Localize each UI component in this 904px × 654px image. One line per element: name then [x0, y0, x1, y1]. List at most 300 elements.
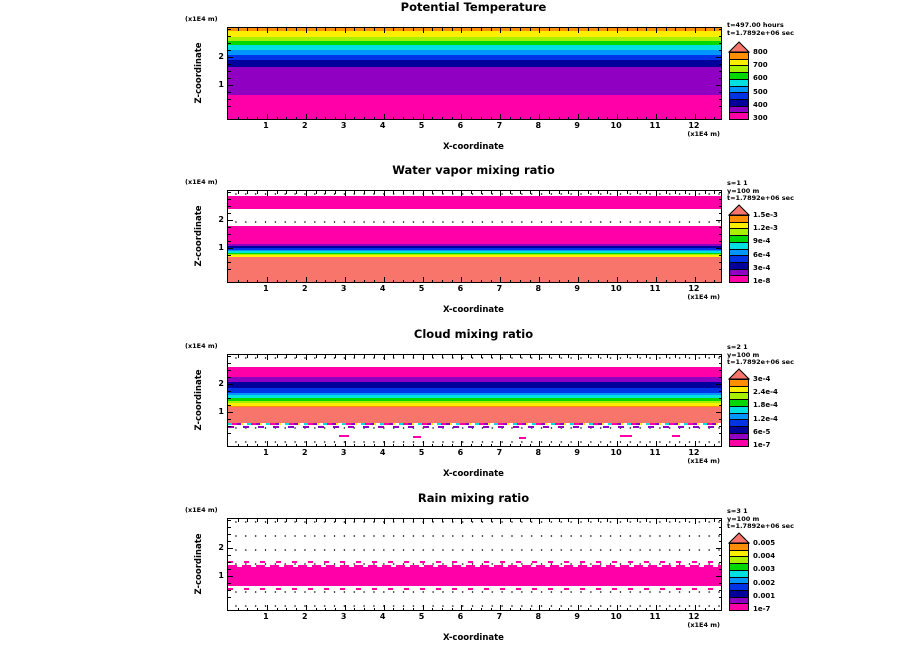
- x-major-tick: [384, 114, 385, 119]
- x-minor-tick: [646, 355, 647, 358]
- colorbar-cell-green: [730, 235, 748, 242]
- x-major-tick: [423, 441, 424, 446]
- x-minor-tick: [607, 444, 608, 447]
- x-major-tick: [539, 191, 540, 196]
- y-tick-label: 1: [218, 79, 224, 89]
- x-minor-tick: [442, 444, 443, 447]
- colorbar-cell-green: [730, 399, 748, 406]
- y-major-tick: [716, 220, 721, 221]
- x-minor-tick: [598, 519, 599, 522]
- x-major-tick: [267, 441, 268, 446]
- x-minor-tick: [588, 191, 589, 194]
- x-major-tick: [423, 605, 424, 610]
- x-tick-label: 3: [340, 284, 347, 293]
- x-minor-tick: [471, 444, 472, 447]
- x-minor-tick: [257, 608, 258, 611]
- colorbar-label: 2.4e-4: [753, 388, 778, 397]
- x-minor-tick: [335, 191, 336, 194]
- x-major-tick: [656, 605, 657, 610]
- dashed-contour-row: [228, 565, 721, 567]
- colorbar-label: 1.2e-4: [753, 414, 778, 423]
- y-minor-tick: [228, 192, 231, 193]
- y-major-tick: [228, 57, 233, 58]
- x-major-tick: [267, 191, 268, 196]
- x-minor-tick: [627, 355, 628, 358]
- x-minor-tick: [257, 191, 258, 194]
- colorbar-cell-cyan: [730, 570, 748, 577]
- legend-header-line: t=497.00 hours: [727, 21, 784, 29]
- x-minor-tick: [666, 28, 667, 31]
- x-tick-label: 8: [535, 284, 542, 293]
- x-minor-tick: [238, 608, 239, 611]
- x-major-tick: [306, 28, 307, 33]
- x-tick-label: 3: [340, 448, 347, 457]
- x-minor-tick: [296, 355, 297, 358]
- x-minor-tick: [607, 519, 608, 522]
- y-minor-tick: [228, 426, 231, 427]
- colorbar: [729, 379, 749, 447]
- x-minor-tick: [675, 519, 676, 522]
- x-minor-tick: [675, 191, 676, 194]
- x-major-tick: [461, 605, 462, 610]
- y-minor-tick: [719, 419, 722, 420]
- x-minor-tick: [607, 608, 608, 611]
- x-minor-tick: [549, 519, 550, 522]
- x-axis-title: X-coordinate: [443, 305, 504, 315]
- y-minor-tick: [719, 520, 722, 521]
- x-major-tick: [306, 277, 307, 282]
- y-minor-tick: [719, 555, 722, 556]
- x-minor-tick: [374, 191, 375, 194]
- x-major-tick: [695, 114, 696, 119]
- colorbar-cell-magenta: [730, 275, 748, 282]
- x-minor-tick: [627, 608, 628, 611]
- y-minor-tick: [719, 234, 722, 235]
- x-minor-tick: [646, 280, 647, 283]
- x-minor-tick: [316, 280, 317, 283]
- x-major-tick: [500, 114, 501, 119]
- x-minor-tick: [705, 355, 706, 358]
- y-minor-tick: [719, 527, 722, 528]
- x-tick-label: 11: [649, 612, 661, 621]
- x-major-tick: [656, 191, 657, 196]
- y-minor-tick: [719, 213, 722, 214]
- x-major-tick: [617, 28, 618, 33]
- colorbar-label: 0.001: [753, 591, 776, 600]
- x-major-tick: [695, 519, 696, 524]
- legend-header-line: s=3 1: [727, 507, 748, 515]
- x-minor-tick: [257, 355, 258, 358]
- contour-band-magenta: [228, 367, 721, 377]
- x-minor-tick: [685, 519, 686, 522]
- x-minor-tick: [374, 608, 375, 611]
- x-minor-tick: [675, 280, 676, 283]
- x-minor-tick: [316, 117, 317, 120]
- x-minor-tick: [598, 355, 599, 358]
- x-major-tick: [267, 355, 268, 360]
- x-minor-tick: [481, 280, 482, 283]
- x-minor-tick: [646, 519, 647, 522]
- x-minor-tick: [559, 444, 560, 447]
- x-minor-tick: [277, 519, 278, 522]
- x-tick-label: 9: [574, 612, 580, 621]
- x-minor-tick: [374, 519, 375, 522]
- colorbar-cell-yellow: [730, 222, 748, 229]
- x-minor-tick: [354, 355, 355, 358]
- x-minor-tick: [247, 191, 248, 194]
- colorbar-cell-chartreuse: [730, 556, 748, 563]
- x-minor-tick: [598, 28, 599, 31]
- x-minor-tick: [432, 28, 433, 31]
- x-minor-tick: [364, 519, 365, 522]
- y-tick-label: 1: [218, 242, 224, 252]
- x-minor-tick: [316, 519, 317, 522]
- x-minor-tick: [666, 355, 667, 358]
- x-minor-tick: [257, 117, 258, 120]
- x-major-tick: [423, 28, 424, 33]
- x-minor-tick: [685, 355, 686, 358]
- colorbar-label: 600: [753, 74, 768, 83]
- x-tick-label: 12: [688, 448, 700, 457]
- x-minor-tick: [675, 355, 676, 358]
- x-minor-tick: [247, 519, 248, 522]
- y-major-tick: [228, 548, 233, 549]
- x-major-tick: [384, 441, 385, 446]
- x-minor-tick: [364, 28, 365, 31]
- x-minor-tick: [530, 117, 531, 120]
- y-minor-tick: [228, 206, 231, 207]
- y-minor-tick: [228, 527, 231, 528]
- x-major-tick: [461, 114, 462, 119]
- x-major-tick: [578, 355, 579, 360]
- x-minor-tick: [296, 444, 297, 447]
- x-minor-tick: [325, 519, 326, 522]
- x-minor-tick: [568, 280, 569, 283]
- y-minor-tick: [719, 43, 722, 44]
- x-minor-tick: [316, 28, 317, 31]
- y-minor-tick: [719, 398, 722, 399]
- x-major-tick: [306, 191, 307, 196]
- x-minor-tick: [452, 191, 453, 194]
- y-minor-tick: [228, 363, 231, 364]
- x-tick-label: 8: [535, 448, 542, 457]
- x-minor-tick: [354, 280, 355, 283]
- x-minor-tick: [471, 117, 472, 120]
- x-minor-tick: [325, 355, 326, 358]
- y-major-tick: [716, 384, 721, 385]
- x-major-tick: [423, 114, 424, 119]
- y-minor-tick: [719, 541, 722, 542]
- x-minor-tick: [325, 608, 326, 611]
- y-minor-tick: [719, 29, 722, 30]
- x-minor-tick: [627, 117, 628, 120]
- x-major-tick: [267, 519, 268, 524]
- x-minor-tick: [393, 444, 394, 447]
- y-minor-tick: [228, 50, 231, 51]
- x-minor-tick: [568, 191, 569, 194]
- y-minor-tick: [228, 590, 231, 591]
- x-minor-tick: [598, 444, 599, 447]
- x-minor-tick: [607, 280, 608, 283]
- x-major-tick: [500, 28, 501, 33]
- y-minor-tick: [719, 241, 722, 242]
- x-major-tick: [539, 605, 540, 610]
- colorbar-label: 1.8e-4: [753, 401, 778, 410]
- y-minor-tick: [719, 262, 722, 263]
- x-tick-label: 3: [340, 612, 347, 621]
- x-minor-tick: [286, 444, 287, 447]
- x-major-tick: [617, 441, 618, 446]
- x-major-tick: [617, 519, 618, 524]
- x-major-tick: [345, 605, 346, 610]
- x-major-tick: [656, 114, 657, 119]
- x-tick-label: 12: [688, 284, 700, 293]
- x-minor-tick: [520, 117, 521, 120]
- y-minor-tick: [719, 106, 722, 107]
- x-minor-tick: [491, 444, 492, 447]
- colorbar-label: 0.003: [753, 565, 776, 574]
- x-minor-tick: [646, 191, 647, 194]
- x-major-tick: [578, 441, 579, 446]
- colorbar-label: 0.005: [753, 539, 776, 547]
- x-minor-tick: [685, 608, 686, 611]
- y-tick-label: 2: [218, 214, 224, 224]
- x-minor-tick: [510, 355, 511, 358]
- colorbar-label: 400: [753, 100, 768, 109]
- x-minor-tick: [607, 28, 608, 31]
- colorbar-cell-chartreuse: [730, 228, 748, 235]
- y-tick-label: 2: [218, 51, 224, 61]
- contour-band-magenta: [228, 567, 721, 586]
- x-minor-tick: [559, 355, 560, 358]
- y-minor-tick: [228, 234, 231, 235]
- x-minor-tick: [364, 191, 365, 194]
- legend-header-line: t=1.7892e+06 sec: [727, 522, 794, 530]
- x-minor-tick: [393, 28, 394, 31]
- x-minor-tick: [471, 519, 472, 522]
- x-minor-tick: [277, 355, 278, 358]
- x-minor-tick: [238, 191, 239, 194]
- colorbar-cell-chartreuse: [730, 392, 748, 399]
- x-minor-tick: [403, 191, 404, 194]
- x-minor-tick: [559, 28, 560, 31]
- x-minor-tick: [316, 355, 317, 358]
- x-tick-label: 6: [457, 121, 464, 130]
- x-minor-tick: [335, 519, 336, 522]
- x-minor-tick: [491, 117, 492, 120]
- x-major-tick: [267, 605, 268, 610]
- x-minor-tick: [238, 28, 239, 31]
- x-minor-tick: [510, 117, 511, 120]
- x-minor-tick: [374, 28, 375, 31]
- x-minor-tick: [549, 608, 550, 611]
- scatter-contour-dash: [620, 435, 632, 437]
- y-minor-tick: [228, 269, 231, 270]
- x-minor-tick: [685, 444, 686, 447]
- x-minor-tick: [666, 117, 667, 120]
- x-minor-tick: [413, 519, 414, 522]
- colorbar-cell-navy: [730, 426, 748, 433]
- y-major-tick: [228, 220, 233, 221]
- x-tick-label: 6: [457, 284, 464, 293]
- x-minor-tick: [568, 519, 569, 522]
- x-tick-label: 11: [649, 121, 661, 130]
- x-minor-tick: [530, 191, 531, 194]
- colorbar-cell-purple: [730, 433, 748, 440]
- colorbar-cell-cyan: [730, 242, 748, 249]
- x-major-tick: [695, 441, 696, 446]
- x-minor-tick: [588, 280, 589, 283]
- x-tick-label: 6: [457, 448, 464, 457]
- x-axis-unit-label: (x1E4 m): [687, 130, 720, 138]
- x-minor-tick: [432, 519, 433, 522]
- y-minor-tick: [719, 50, 722, 51]
- colorbar-cell-magenta: [730, 112, 748, 119]
- x-axis-unit-label: (x1E4 m): [687, 457, 720, 465]
- y-minor-tick: [228, 405, 231, 406]
- x-minor-tick: [549, 280, 550, 283]
- x-minor-tick: [637, 28, 638, 31]
- x-minor-tick: [510, 28, 511, 31]
- x-major-tick: [656, 277, 657, 282]
- colorbar-cell-navy: [730, 99, 748, 106]
- x-minor-tick: [354, 191, 355, 194]
- x-minor-tick: [364, 444, 365, 447]
- x-minor-tick: [374, 117, 375, 120]
- legend-header-line: t=1.7892e+06 sec: [727, 194, 794, 202]
- colorbar-cell-green: [730, 72, 748, 79]
- x-minor-tick: [296, 117, 297, 120]
- x-minor-tick: [637, 280, 638, 283]
- dashed-contour-row: [228, 561, 721, 563]
- y-axis-unit-label: (x1E4 m): [185, 506, 218, 514]
- x-minor-tick: [277, 28, 278, 31]
- y-minor-tick: [228, 534, 231, 535]
- x-tick-label: 4: [379, 448, 386, 457]
- x-minor-tick: [530, 444, 531, 447]
- x-minor-tick: [296, 608, 297, 611]
- x-minor-tick: [247, 608, 248, 611]
- x-minor-tick: [481, 28, 482, 31]
- x-minor-tick: [335, 355, 336, 358]
- y-minor-tick: [719, 199, 722, 200]
- x-minor-tick: [335, 444, 336, 447]
- colorbar-label: 9e-4: [753, 237, 771, 246]
- y-axis-title: Z-coordinate: [194, 532, 204, 595]
- panel-title-potential-temperature: Potential Temperature: [400, 0, 547, 14]
- x-minor-tick: [316, 608, 317, 611]
- x-minor-tick: [335, 280, 336, 283]
- contour-band-salmon: [228, 257, 721, 282]
- x-minor-tick: [705, 117, 706, 120]
- x-minor-tick: [413, 444, 414, 447]
- y-major-tick: [716, 548, 721, 549]
- x-minor-tick: [354, 608, 355, 611]
- x-minor-tick: [627, 28, 628, 31]
- x-major-tick: [617, 605, 618, 610]
- x-minor-tick: [637, 117, 638, 120]
- legend-header-line: y=100 m: [727, 350, 760, 359]
- x-major-tick: [500, 355, 501, 360]
- colorbar-cell-green: [730, 563, 748, 570]
- x-minor-tick: [675, 608, 676, 611]
- x-axis-title: X-coordinate: [443, 633, 504, 643]
- colorbar-cell-cyan: [730, 79, 748, 86]
- x-minor-tick: [685, 117, 686, 120]
- x-minor-tick: [588, 608, 589, 611]
- y-minor-tick: [719, 377, 722, 378]
- x-minor-tick: [675, 28, 676, 31]
- x-minor-tick: [568, 28, 569, 31]
- colorbar: [729, 543, 749, 611]
- colorbar-cell-purple: [730, 269, 748, 276]
- panel-water-vapor-mixing-ratio: [0, 163, 904, 326]
- y-minor-tick: [719, 433, 722, 434]
- x-minor-tick: [393, 191, 394, 194]
- x-major-tick: [306, 114, 307, 119]
- x-minor-tick: [354, 444, 355, 447]
- x-major-tick: [578, 605, 579, 610]
- x-minor-tick: [286, 191, 287, 194]
- x-minor-tick: [714, 191, 715, 194]
- y-minor-tick: [719, 269, 722, 270]
- y-major-tick: [716, 248, 721, 249]
- x-minor-tick: [568, 355, 569, 358]
- x-minor-tick: [481, 608, 482, 611]
- x-minor-tick: [471, 355, 472, 358]
- y-major-tick: [716, 412, 721, 413]
- x-minor-tick: [257, 28, 258, 31]
- colorbar-cell-navy: [730, 590, 748, 597]
- x-minor-tick: [364, 355, 365, 358]
- x-minor-tick: [714, 28, 715, 31]
- x-minor-tick: [432, 444, 433, 447]
- x-major-tick: [695, 277, 696, 282]
- colorbar-label: 0.004: [753, 552, 776, 561]
- colorbar-label: 500: [753, 87, 768, 96]
- x-major-tick: [306, 605, 307, 610]
- x-minor-tick: [666, 608, 667, 611]
- x-minor-tick: [277, 191, 278, 194]
- x-tick-label: 7: [496, 612, 503, 621]
- x-minor-tick: [588, 117, 589, 120]
- x-tick-label: 5: [418, 284, 425, 293]
- y-minor-tick: [228, 227, 231, 228]
- plot-area-potential-temperature: [227, 27, 722, 120]
- y-minor-tick: [719, 227, 722, 228]
- x-minor-tick: [481, 191, 482, 194]
- legend-header-line: t=1.7892e+06 sec: [727, 28, 794, 37]
- y-minor-tick: [228, 43, 231, 44]
- x-major-tick: [578, 28, 579, 33]
- x-minor-tick: [675, 444, 676, 447]
- x-minor-tick: [705, 608, 706, 611]
- x-major-tick: [423, 277, 424, 282]
- x-major-tick: [384, 28, 385, 33]
- y-minor-tick: [228, 199, 231, 200]
- x-minor-tick: [403, 444, 404, 447]
- x-minor-tick: [510, 519, 511, 522]
- x-minor-tick: [530, 280, 531, 283]
- colorbar-cell-azure: [730, 577, 748, 584]
- x-minor-tick: [442, 191, 443, 194]
- y-minor-tick: [228, 433, 231, 434]
- x-major-tick: [306, 355, 307, 360]
- x-tick-label: 8: [535, 121, 542, 130]
- x-minor-tick: [559, 519, 560, 522]
- y-minor-tick: [228, 64, 231, 65]
- y-minor-tick: [719, 569, 722, 570]
